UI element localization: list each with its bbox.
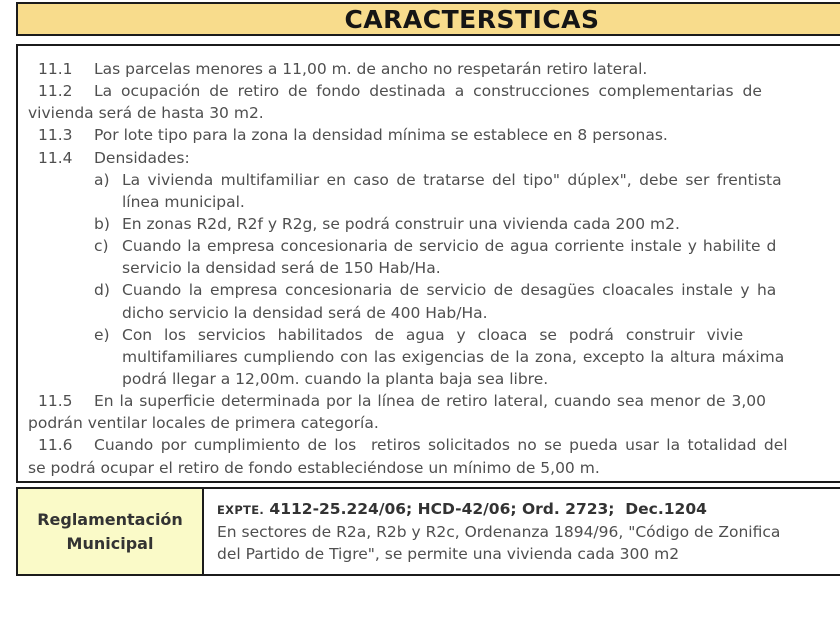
- list-letter: e): [94, 325, 110, 344]
- body-line: [18, 324, 840, 346]
- list-letter: d): [94, 281, 110, 300]
- expte-line: [217, 498, 840, 521]
- body-line: [18, 213, 840, 235]
- line-text: Las parcelas menores a 11,00 m. de ancho no respetarán retiro lateral.: [94, 60, 648, 78]
- list-letter: a): [94, 170, 110, 189]
- item-number: 11.1: [38, 60, 73, 78]
- body-line: [18, 346, 840, 368]
- footer-table: [16, 487, 840, 576]
- line-text: línea municipal.: [122, 192, 245, 211]
- body-line: [18, 368, 840, 390]
- body-line: [18, 412, 840, 434]
- line-text: En la superficie determinada por la línea de retiro lateral, cuando sea menor de 3,00: [94, 392, 766, 411]
- footer-label-line: Municipal: [66, 533, 154, 553]
- body-line: [18, 191, 840, 213]
- item-number: 11.2: [38, 82, 73, 101]
- body-line: [18, 147, 840, 169]
- line-text: podrá llegar a 12,00m. cuando la planta baja sea libre.: [122, 369, 549, 388]
- body-line: [18, 124, 840, 146]
- list-letter: c): [94, 237, 109, 256]
- body-line: [18, 235, 840, 257]
- item-number: 11.6: [38, 436, 73, 455]
- line-text: Con los servicios habilitados de agua y cloaca se podrá construir vivie: [122, 325, 744, 344]
- body-line: [18, 390, 840, 412]
- line-text: dicho servicio la densidad será de 400 Hab/Ha.: [122, 303, 488, 322]
- item-number: 11.4: [38, 148, 73, 167]
- expte-label: EXPTE.: [217, 503, 265, 517]
- line-text: vivienda será de hasta 30 m2.: [28, 104, 264, 123]
- line-text: podrán ventilar locales de primera categoría.: [28, 414, 379, 433]
- body-line: [18, 434, 840, 456]
- line-text: Cuando la empresa concesionaria de servicio de desagües cloacales instale y ha: [122, 281, 777, 300]
- line-text: Densidades:: [94, 148, 190, 167]
- line-text: La vivienda multifamiliar en caso de tratarse del tipo" dúplex", debe ser frentista: [122, 170, 782, 189]
- body-line: [18, 302, 840, 324]
- footer-text-line: En sectores de R2a, R2b y R2c, Ordenanza 1894/96, "Código de Zonifica: [217, 523, 781, 541]
- body-line: [18, 169, 840, 191]
- footer-label-cell: [18, 489, 204, 574]
- regulations-box: [16, 44, 840, 483]
- line-text: La ocupación de retiro de fondo destinada a construcciones complementarias de: [94, 82, 762, 101]
- item-number: 11.5: [38, 392, 73, 411]
- header-band: [16, 2, 840, 36]
- body-line: [18, 102, 840, 124]
- list-letter: b): [94, 214, 110, 233]
- body-line: [18, 279, 840, 301]
- body-line: [18, 58, 840, 80]
- line-text: Cuando por cumplimiento de los retiros solicitados no se pueda usar la totalidad del: [94, 436, 788, 455]
- body-line: [18, 457, 840, 479]
- expte-value: 4112-25.224/06; HCD-42/06; Ord. 2723; Dec.1204: [264, 500, 707, 518]
- footer-content-cell: [204, 489, 840, 574]
- line-text: En zonas R2d, R2f y R2g, se podrá construir una vivienda cada 200 m2.: [122, 214, 680, 233]
- page-title: CARACTERSTICAS: [344, 4, 600, 34]
- line-text: multifamiliares cumpliendo con las exigencias de la zona, excepto la altura máxima: [122, 347, 785, 366]
- body-line: [18, 80, 840, 102]
- item-number: 11.3: [38, 126, 73, 145]
- line-text: se podrá ocupar el retiro de fondo estableciéndose un mínimo de 5,00 m.: [28, 458, 600, 477]
- body-line: [18, 257, 840, 279]
- line-text: Cuando la empresa concesionaria de servicio de agua corriente instale y habilite d: [122, 237, 777, 256]
- line-text: servicio la densidad será de 150 Hab/Ha.: [122, 259, 441, 278]
- footer-text-line: del Partido de Tigre", se permite una vivienda cada 300 m2: [217, 545, 680, 563]
- line-text: Por lote tipo para la zona la densidad mínima se establece en 8 personas.: [94, 126, 668, 145]
- footer-label-line: Reglamentación: [37, 509, 183, 529]
